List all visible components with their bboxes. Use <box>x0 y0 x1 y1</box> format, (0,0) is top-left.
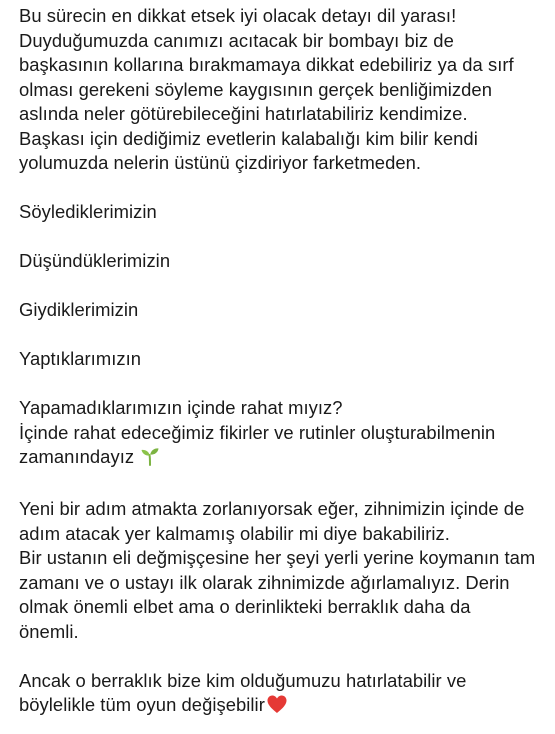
spacer <box>19 225 549 250</box>
spacer <box>19 372 549 397</box>
red-heart-icon <box>266 694 288 721</box>
paragraph-berraklik-text: Ancak o berraklık bize kim olduğumuzu hatırlatabilir ve böylelikle tüm oyun değişebilir <box>19 669 467 715</box>
line-giydiklerimizin: Giydiklerimizin <box>19 299 139 320</box>
post-text <box>19 4 549 721</box>
spacer <box>19 473 549 498</box>
spacer <box>19 176 549 201</box>
paragraph-rahat-miyiz-text: Yapamadıklarımızın içinde rahat mıyız? İçinde rahat edeceğimiz fikirler ve rutinler oluşturabilmenin zamanındayız <box>19 397 496 467</box>
paragraph-yeni-bir-adim: Yeni bir adım atmakta zorlanıyorsak eğer, zihnimizin içinde de adım atacak yer kalmamış olabilir mi diye bakabiliriz. Bir ustanın eli değmişçesine her şeyi yerli yerine koymanın tam zamanı ve o ustayı ilk olarak zihnimizde ağırlamalıyız. Derin olmak önemli elbet ama o derinlikteki berraklık daha da önemli. <box>19 498 536 642</box>
line-soylediklerimizin: Söylediklerimizin <box>19 201 157 222</box>
spacer <box>19 323 549 348</box>
line-yaptiklarimizin: Yaptıklarımızın <box>19 348 142 369</box>
paragraph-rahat-miyiz <box>19 396 549 473</box>
spacer <box>19 644 549 669</box>
paragraph-dil-yarasi: Bu sürecin en dikkat etsek iyi olacak detayı dil yarası! Duyduğumuzda canımızı acıtacak bir bombayı biz de başkasının kollarına bırakmamaya dikkat edebiliriz ya da sırf olması gerekeni söyleme kaygısının gerçek benliğimizden aslında neler götürebileceğini hatırlatabiliriz kendimize. Başkası için dediğimiz evetlerin kalabalığı kim bilir kendi yolumuzda nelerin üstünü çizdiriyor farketmeden. <box>19 5 514 173</box>
spacer <box>19 274 549 299</box>
paragraph-berraklik <box>19 669 549 721</box>
seedling-icon <box>140 446 160 473</box>
line-dusunduklerimizin: Düşündüklerimizin <box>19 250 171 271</box>
